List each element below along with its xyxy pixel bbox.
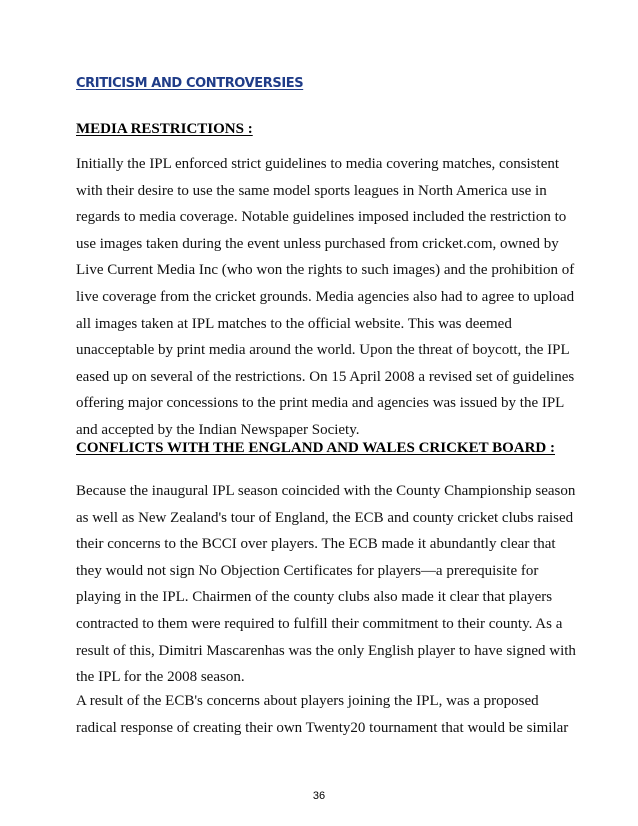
- text-line: offering major concessions to the print media and agencies was issued by the IPL: [76, 395, 565, 412]
- text-line: they would not sign No Objection Certificates for players—a prerequisite for: [76, 562, 539, 579]
- text-line: use images taken during the event unless purchased from cricket.com, owned by: [76, 235, 559, 252]
- text-line: with their desire to use the same model sports leagues in North America use in: [76, 182, 547, 199]
- text-line: all images taken at IPL matches to the official website. This was deemed: [76, 315, 512, 332]
- text-line: the IPL for the 2008 season.: [76, 669, 245, 686]
- text-line: contracted to them were required to fulfill their commitment to their county. As a: [76, 615, 563, 632]
- text-line: playing in the IPL. Chairmen of the county clubs also made it clear that players: [76, 589, 553, 606]
- text-line: Initially the IPL enforced strict guidelines to media covering matches, consistent: [76, 156, 560, 172]
- text-line: result of this, Dimitri Mascarenhas was the only English player to have signed with: [76, 642, 576, 659]
- text-line: their concerns to the BCCI over players. The ECB made it abundantly clear that: [76, 536, 556, 553]
- text-line: regards to media coverage. Notable guidelines imposed included the restriction to: [76, 209, 567, 226]
- section-heading-ecb-conflicts: CONFLICTS WITH THE ENGLAND AND WALES CRICKET BOARD :: [76, 440, 555, 456]
- page-number: 36: [312, 790, 326, 802]
- text-line: Live Current Media Inc (who won the rights to such images) and the prohibition of: [76, 262, 575, 279]
- text-line: radical response of creating their own Twenty20 tournament that would be similar: [76, 719, 569, 736]
- text-line: A result of the ECB's concerns about players joining the IPL, was a proposed: [76, 693, 539, 709]
- paragraph-media-restrictions: [76, 151, 575, 444]
- main-heading: CRITICISM AND CONTROVERSIES: [76, 76, 304, 91]
- text-line: Because the inaugural IPL season coincided with the County Championship season: [76, 483, 576, 499]
- section-heading-media-restrictions: MEDIA RESTRICTIONS :: [76, 121, 253, 137]
- text-line: unacceptable by print media around the world. Upon the threat of boycott, the IPL: [76, 342, 570, 359]
- paragraph-ecb-response: [76, 688, 569, 741]
- text-line: as well as New Zealand's tour of England, the ECB and county cricket clubs raised: [76, 509, 574, 526]
- text-line: live coverage from the cricket grounds. Media agencies also had to agree to upload: [76, 288, 575, 305]
- text-line: and accepted by the Indian Newspaper Society.: [76, 421, 360, 438]
- paragraph-ecb-conflicts: [76, 478, 576, 691]
- text-line: eased up on several of the restrictions. On 15 April 2008 a revised set of guidelines: [76, 368, 575, 385]
